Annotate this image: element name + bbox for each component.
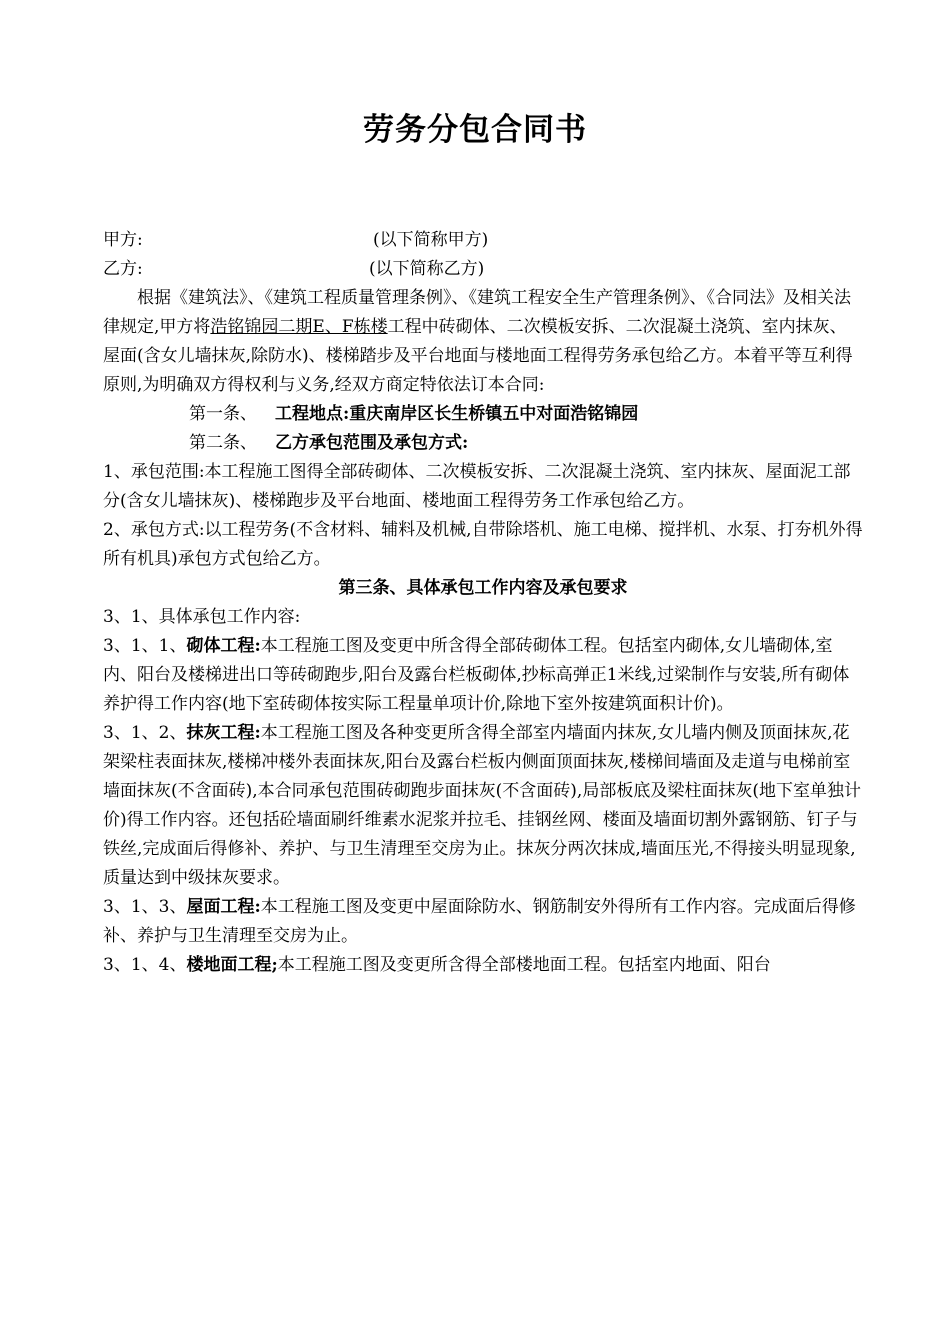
- item-3-1-4-heading: 楼地面工程;: [186, 955, 278, 975]
- item-3-1-1-heading: 砌体工程:: [186, 636, 261, 656]
- item-3-1-3-text: 本工程施工图及变更中屋面除防水、钢筋制安外得所有工作内容。完成面后得修补、养护与卫生清理至交房为止。: [103, 897, 856, 946]
- preamble-part2: 工程中砖砌体、二次模板安拆、二次混凝土浇筑、室内抹灰、屋面(含女儿墙抹灰,除防水)、楼梯踏步及平台地面与楼地面工程得劳务承包给乙方。本着平等互利得原则,为明确双方得权利与义务,经双方商定特依法订本合同:: [103, 317, 853, 395]
- article-1: [103, 400, 863, 429]
- item-3-1-4: [103, 951, 863, 980]
- party-a-line: [103, 226, 863, 255]
- item-3-1-4-number: 3、1、4、: [103, 955, 187, 975]
- item-3-1-3: [103, 893, 863, 951]
- project-name: 浩铭锦园二期E、F栋楼: [210, 317, 388, 337]
- article-2-number: 第二条、: [189, 433, 257, 453]
- article-3-heading: 第三条、具体承包工作内容及承包要求: [338, 578, 628, 598]
- item-3-1-2-number: 3、1、2、: [103, 723, 187, 743]
- item-3-1-2-heading: 抹灰工程:: [186, 723, 261, 743]
- item-3-1-1-number: 3、1、1、: [103, 636, 187, 656]
- party-a-label: 甲方:: [103, 230, 143, 250]
- scope-paragraph: 1、承包范围:本工程施工图得全部砖砌体、二次模板安拆、二次混凝土浇筑、室内抹灰、屋面泥工部分(含女儿墙抹灰)、楼梯跑步及平台地面、楼地面工程得劳务工作承包给乙方。: [103, 462, 851, 511]
- item-3-1-3-heading: 屋面工程:: [186, 897, 261, 917]
- item-3-1-1: [103, 632, 863, 719]
- article-1-text: 工程地点:重庆南岸区长生桥镇五中对面浩铭锦园: [275, 404, 639, 424]
- party-b-note: (以下简称乙方): [369, 259, 485, 279]
- section-3-1: 3、1、具体承包工作内容:: [103, 607, 301, 627]
- contract-body: [103, 226, 863, 980]
- item-3-1-2: [103, 719, 863, 893]
- method-paragraph: 2、承包方式:以工程劳务(不含材料、辅料及机械,自带除塔机、施工电梯、搅拌机、水泵、打夯机外得所有机具)承包方式包给乙方。: [103, 520, 863, 569]
- item-3-1-3-number: 3、1、3、: [103, 897, 187, 917]
- party-a-note: (以下简称甲方): [373, 230, 489, 250]
- document-title: 劳务分包合同书: [363, 112, 587, 148]
- item-3-1-1-text: 本工程施工图及变更中所含得全部砖砌体工程。包括室内砌体,女儿墙砌体,室内、阳台及楼梯进出口等砖砌跑步,阳台及露台栏板砌体,抄标高弹正1米线,过梁制作与安装,所有砌体养护得工作内容(地下室砖砌体按实际工程量单项计价,除地下室外按建筑面积计价)。: [103, 636, 850, 714]
- party-b-line: [103, 255, 863, 284]
- article-1-number: 第一条、: [189, 404, 257, 424]
- article-2-text: 乙方承包范围及承包方式:: [275, 433, 469, 453]
- item-3-1-4-text: 本工程施工图及变更所含得全部楼地面工程。包括室内地面、阳台: [277, 955, 771, 975]
- article-2: [103, 429, 863, 458]
- party-b-label: 乙方:: [103, 259, 143, 279]
- item-3-1-2-text: 本工程施工图及各种变更所含得全部室内墙面内抹灰,女儿墙内侧及顶面抹灰,花架梁柱表面抹灰,楼梯冲楼外表面抹灰,阳台及露台栏板内侧面顶面抹灰,楼梯间墙面及走道与电梯前室墙面抹灰(不含面砖),本合同承包范围砖砌跑步面抹灰(不含面砖),局部板底及梁柱面抹灰(地下室单独计价)得工作内容。还包括砼墙面刷纤维素水泥浆并拉毛、挂钢丝网、楼面及墙面切割外露钢筋、钉子与铁丝,完成面后得修补、养护、与卫生清理至交房为止。抹灰分两次抹成,墙面压光,不得接头明显现象,质量达到中级抹灰要求。: [103, 723, 861, 888]
- preamble-paragraph: [103, 284, 863, 400]
- preamble-part1: 根据《建筑法》、《建筑工程质量管理条例》、《建筑工程安全生产管理条例》、《合同法》及相关法律规定,甲方将: [103, 288, 851, 337]
